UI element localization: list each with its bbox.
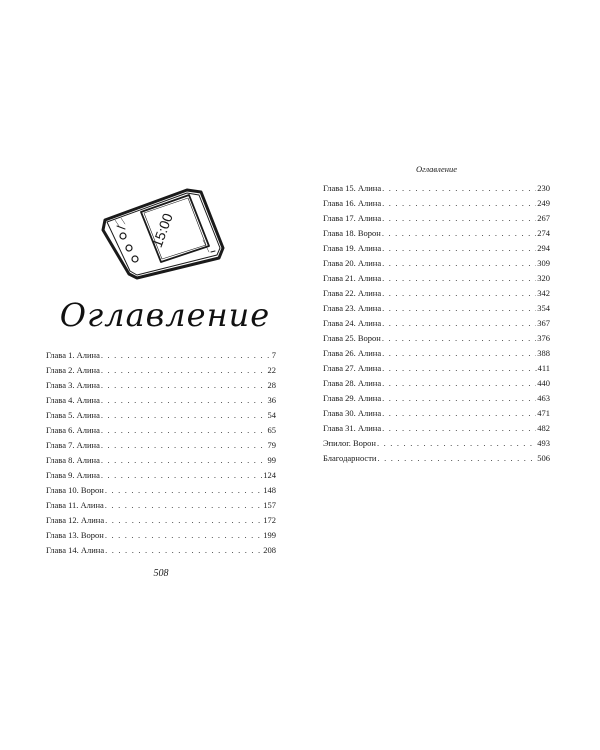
dot-leader — [101, 393, 267, 408]
toc-entry — [46, 378, 276, 393]
dot-leader — [382, 391, 536, 406]
toc-entry — [46, 438, 276, 453]
toc-entry-page: 376 — [537, 333, 550, 343]
dot-leader — [382, 421, 536, 436]
toc-entry-page: 367 — [537, 318, 550, 328]
toc-entry-page: 99 — [267, 455, 276, 465]
toc-entry — [46, 498, 276, 513]
toc-entry-title: Глава 22. Алина — [323, 288, 382, 298]
toc-entry-page: 157 — [263, 500, 276, 510]
dot-leader — [101, 408, 267, 423]
toc-entry — [323, 361, 550, 376]
toc-entry-title: Глава 9. Алина — [46, 470, 100, 480]
dot-leader — [382, 286, 536, 301]
toc-entry-title: Глава 27. Алина — [323, 363, 382, 373]
dot-leader — [382, 256, 536, 271]
toc-entry-title: Глава 1. Алина — [46, 350, 100, 360]
toc-entry-page: 172 — [263, 515, 276, 525]
toc-entry-page: 274 — [537, 228, 550, 238]
toc-entry-title: Глава 17. Алина — [323, 213, 382, 223]
toc-entry-title: Глава 15. Алина — [323, 183, 382, 193]
toc-entry-title: Эпилог. Ворон — [323, 438, 376, 448]
toc-entry-title: Глава 28. Алина — [323, 378, 382, 388]
dot-leader — [382, 361, 536, 376]
smartphone-icon — [95, 182, 227, 282]
toc-entry-page: 342 — [537, 288, 550, 298]
toc-entry — [323, 451, 550, 466]
dot-leader — [382, 241, 536, 256]
dot-leader — [101, 453, 267, 468]
toc-entry-title: Глава 20. Алина — [323, 258, 382, 268]
toc-entry-page: 208 — [263, 545, 276, 555]
toc-entry — [323, 286, 550, 301]
dot-leader — [377, 436, 536, 451]
dot-leader — [382, 331, 536, 346]
dot-leader — [377, 451, 536, 466]
toc-entry — [323, 271, 550, 286]
toc-entry — [323, 331, 550, 346]
toc-entry — [323, 421, 550, 436]
toc-entry-page: 267 — [537, 213, 550, 223]
dot-leader — [382, 301, 536, 316]
dot-leader — [105, 513, 262, 528]
toc-entry-page: 230 — [537, 183, 550, 193]
toc-entry-title: Глава 29. Алина — [323, 393, 382, 403]
toc-entry-page: 124 — [263, 470, 276, 480]
toc-entry-page: 36 — [267, 395, 276, 405]
toc-entry — [323, 346, 550, 361]
toc-entry — [323, 181, 550, 196]
dot-leader — [382, 271, 536, 286]
dot-leader — [382, 211, 536, 226]
toc-entry-page: 65 — [267, 425, 276, 435]
toc-entry — [46, 483, 276, 498]
toc-entry — [46, 453, 276, 468]
toc-entry-title: Глава 18. Ворон — [323, 228, 381, 238]
toc-list-right — [323, 181, 550, 466]
toc-entry — [46, 513, 276, 528]
toc-entry-page: 411 — [537, 363, 550, 373]
toc-entry — [46, 363, 276, 378]
toc-entry — [323, 226, 550, 241]
toc-entry-page: 482 — [537, 423, 550, 433]
toc-entry — [323, 241, 550, 256]
dot-leader — [105, 483, 262, 498]
toc-entry-title: Глава 25. Ворон — [323, 333, 381, 343]
dot-leader — [382, 196, 536, 211]
toc-entry-title: Глава 7. Алина — [46, 440, 100, 450]
toc-entry-page: 440 — [537, 378, 550, 388]
dot-leader — [101, 468, 262, 483]
toc-entry — [323, 316, 550, 331]
toc-entry — [323, 301, 550, 316]
toc-entry-page: 493 — [537, 438, 550, 448]
toc-entry-page: 54 — [267, 410, 276, 420]
toc-entry-page: 294 — [537, 243, 550, 253]
toc-entry-title: Глава 31. Алина — [323, 423, 382, 433]
toc-entry-page: 22 — [267, 365, 276, 375]
dot-leader — [382, 406, 536, 421]
toc-entry-title: Глава 11. Алина — [46, 500, 104, 510]
dot-leader — [101, 378, 267, 393]
toc-entry-title: Глава 23. Алина — [323, 303, 382, 313]
toc-entry-page: 463 — [537, 393, 550, 403]
toc-entry-page: 7 — [271, 350, 276, 360]
toc-entry-title: Глава 14. Алина — [46, 545, 105, 555]
toc-entry-title: Глава 13. Ворон — [46, 530, 104, 540]
toc-entry-title: Глава 30. Алина — [323, 408, 382, 418]
toc-entry-title: Глава 10. Ворон — [46, 485, 104, 495]
phone-clock: 15:00 — [148, 211, 176, 250]
toc-entry-page: 388 — [537, 348, 550, 358]
toc-entry — [46, 543, 276, 558]
dot-leader — [382, 181, 536, 196]
toc-entry — [46, 348, 276, 363]
toc-entry-page: 28 — [267, 380, 276, 390]
dot-leader — [382, 376, 536, 391]
dot-leader — [105, 543, 262, 558]
toc-entry-title: Глава 3. Алина — [46, 380, 100, 390]
toc-entry-title: Глава 24. Алина — [323, 318, 382, 328]
page-number: 508 — [153, 568, 169, 579]
toc-entry-page: 148 — [263, 485, 276, 495]
toc-entry-title: Глава 4. Алина — [46, 395, 100, 405]
dot-leader — [382, 226, 536, 241]
toc-entry — [323, 376, 550, 391]
toc-entry-title: Глава 19. Алина — [323, 243, 382, 253]
dot-leader — [382, 346, 536, 361]
dot-leader — [105, 528, 262, 543]
toc-entry — [46, 423, 276, 438]
toc-entry-page: 309 — [537, 258, 550, 268]
toc-entry — [323, 391, 550, 406]
toc-entry-title: Глава 2. Алина — [46, 365, 100, 375]
running-header: Оглавление — [415, 164, 458, 174]
toc-entry — [46, 393, 276, 408]
dot-leader — [101, 438, 267, 453]
toc-entry-title: Глава 26. Алина — [323, 348, 382, 358]
toc-entry-title: Благодарности — [323, 453, 377, 463]
dot-leader — [101, 363, 267, 378]
toc-entry-page: 199 — [263, 530, 276, 540]
toc-entry — [323, 211, 550, 226]
dot-leader — [101, 348, 271, 363]
toc-entry-page: 354 — [537, 303, 550, 313]
dot-leader — [382, 316, 536, 331]
toc-entry-title: Глава 5. Алина — [46, 410, 100, 420]
toc-entry-title: Глава 8. Алина — [46, 455, 100, 465]
toc-entry-title: Глава 6. Алина — [46, 425, 100, 435]
toc-entry — [323, 196, 550, 211]
toc-entry-page: 79 — [267, 440, 276, 450]
toc-entry-title: Глава 12. Алина — [46, 515, 105, 525]
dot-leader — [101, 423, 267, 438]
toc-entry-page: 471 — [537, 408, 550, 418]
toc-entry — [323, 256, 550, 271]
toc-entry — [46, 528, 276, 543]
toc-entry-title: Глава 21. Алина — [323, 273, 382, 283]
toc-entry-page: 506 — [537, 453, 550, 463]
toc-heading: Оглавление — [59, 296, 271, 334]
toc-entry — [46, 468, 276, 483]
toc-entry — [46, 408, 276, 423]
toc-entry-page: 249 — [537, 198, 550, 208]
toc-entry-page: 320 — [537, 273, 550, 283]
toc-entry — [323, 436, 550, 451]
toc-entry-title: Глава 16. Алина — [323, 198, 382, 208]
toc-entry — [323, 406, 550, 421]
dot-leader — [105, 498, 262, 513]
toc-list-left — [46, 348, 276, 558]
